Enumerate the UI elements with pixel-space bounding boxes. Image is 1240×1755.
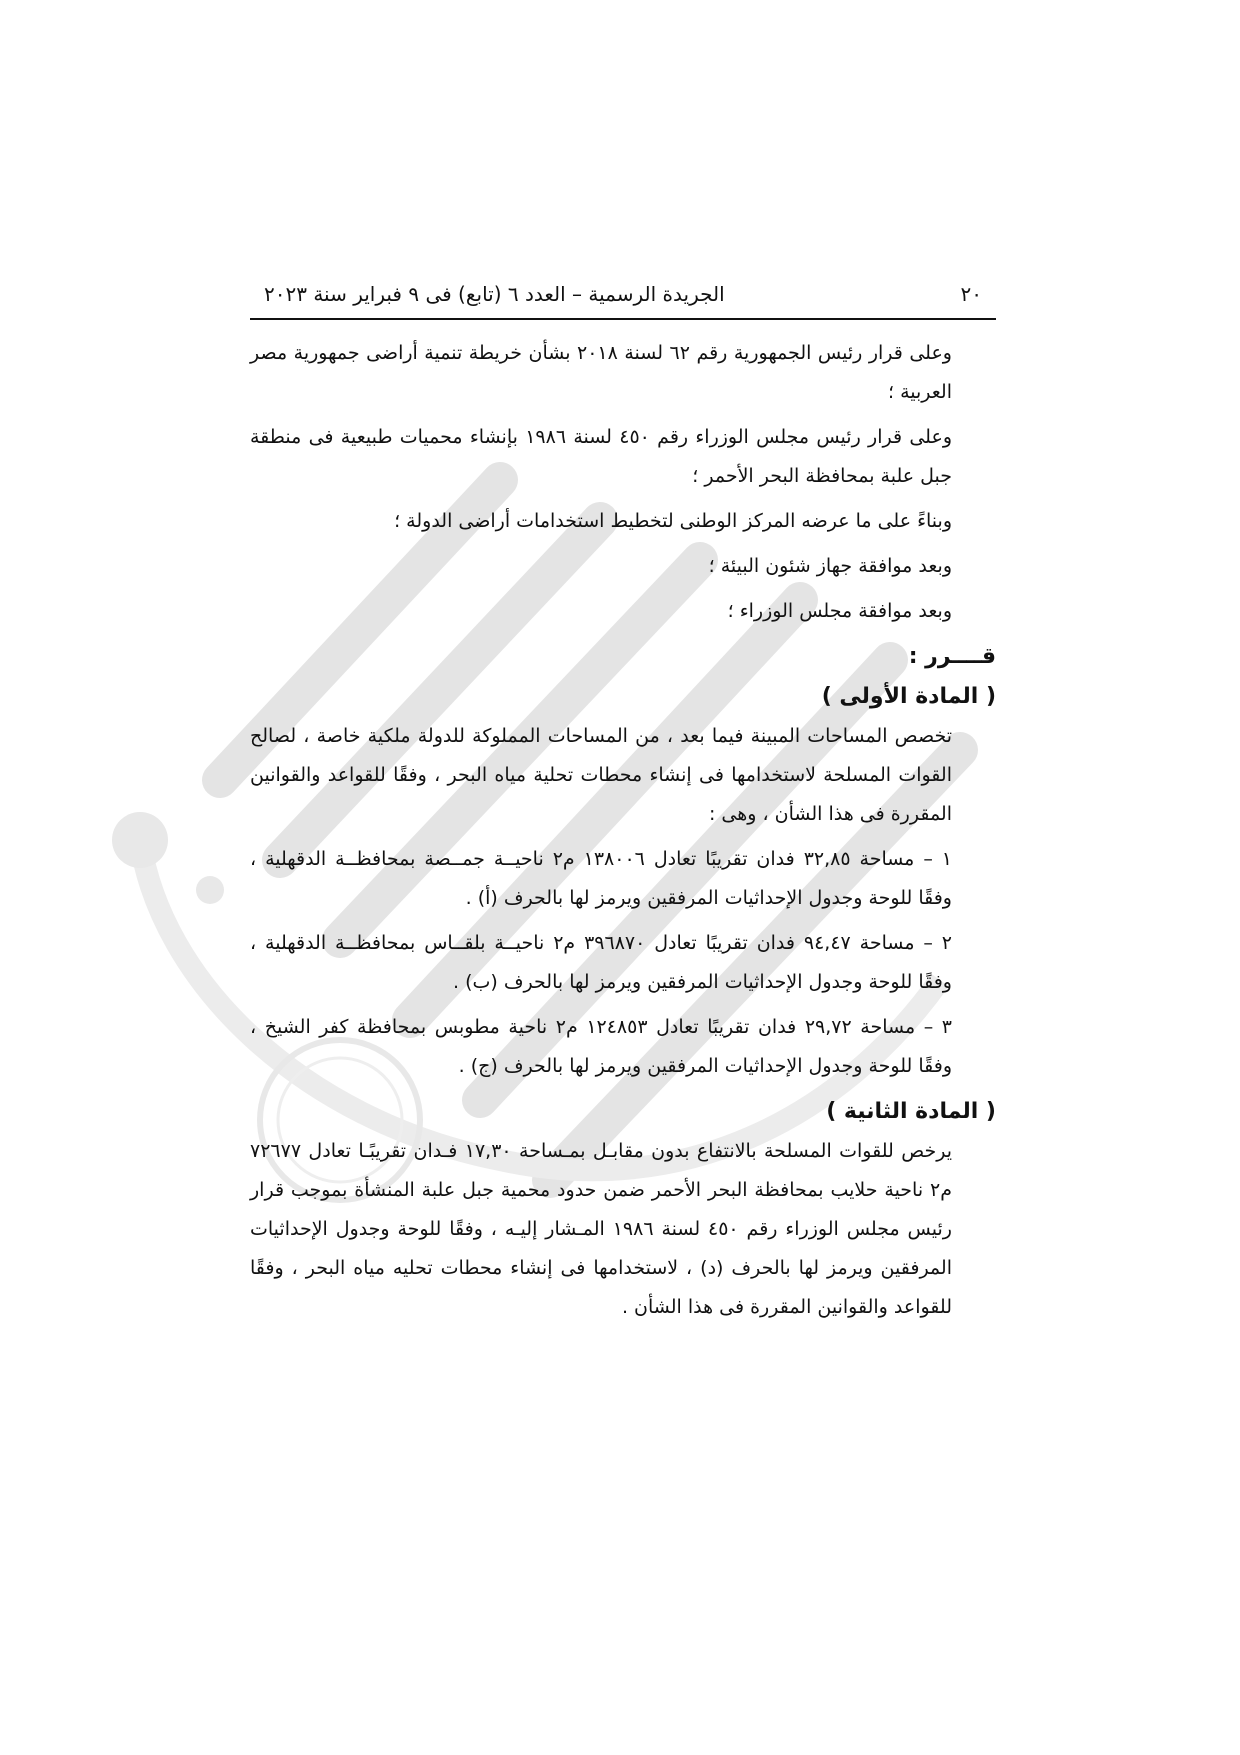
document-content <box>250 282 996 1333</box>
article-2-text: يرخص للقوات المسلحة بالانتفاع بدون مقابـل بمـساحة ١٧,٣٠ فـدان تقريبًـا تعادل ٧٢٦٧٧ م٢ ناحية حلايب بمحافظة البحر الأحمر ضمن حدود محمية جبل علبة المنشأة بموجب قرار رئيس مجلس الوزراء رقم ٤٥٠ لسنة ١٩٨٦ المـشار إليـه ، وفقًا للوحة وجدول الإحداثيات المرفقين ويرمز لها بالحرف (د) ، لاستخدامها فى إنشاء محطات تحليه مياه البحر ، وفقًا للقواعد والقوانين المقررة فى هذا الشأن . <box>250 1140 952 1318</box>
preamble-paragraph-4: وبعد موافقة جهاز شئون البيئة ؛ <box>708 555 952 577</box>
preamble-paragraph-1: وعلى قرار رئيس الجمهورية رقم ٦٢ لسنة ٢٠١٨ بشأن خريطة تنمية أراضى جمهورية مصر العربية ؛ <box>250 342 952 403</box>
article-1-intro: تخصص المساحات المبينة فيما بعد ، من المساحات المملوكة للدولة ملكية خاصة ، لصالح القوات المسلحة لاستخدامها فى إنشاء محطات تحلية مياه البحر ، وفقًا للقواعد والقوانين المقررة فى هذا الشأن ، وهى : <box>250 725 952 825</box>
article-1-item-3: ٣ – مساحة ٢٩,٧٢ فدان تقريبًا تعادل ١٢٤٨٥٣ م٢ ناحية مطوبس بمحافظة كفر الشيخ ، وفقًا للوحة وجدول الإحداثيات المرفقين ويرمز لها بالحرف (ج) . <box>250 1016 953 1077</box>
article-1-title: ( المادة الأولى ) <box>821 684 996 709</box>
decision-heading: قــــرر : <box>908 644 996 669</box>
article-1-item-1: ١ – مساحة ٣٢,٨٥ فدان تقريبًا تعادل ١٣٨٠٠٦ م٢ ناحيــة جمــصة بمحافظــة الدقهلية ، وفقًا للوحة وجدول الإحداثيات المرفقين ويرمز لها بالحرف (أ) . <box>250 848 952 909</box>
preamble-paragraph-3: وبناءً على ما عرضه المركز الوطنى لتخطيط استخدامات أراضى الدولة ؛ <box>394 510 952 532</box>
page-header <box>250 282 996 320</box>
article-2-title: ( المادة الثانية ) <box>826 1099 996 1124</box>
gazette-title: الجريدة الرسمية – العدد ٦ (تابع) فى ٩ فبراير سنة ٢٠٢٣ <box>264 282 725 306</box>
page-number: ٢٠ <box>960 282 982 306</box>
document-body <box>250 334 996 1327</box>
article-1-item-2: ٢ – مساحة ٩٤,٤٧ فدان تقريبًا تعادل ٣٩٦٨٧٠ م٢ ناحيــة بلقــاس بمحافظــة الدقهلية ، وفقًا للوحة وجدول الإحداثيات المرفقين ويرمز لها بالحرف (ب) . <box>250 932 952 993</box>
preamble-paragraph-2: وعلى قرار رئيس مجلس الوزراء رقم ٤٥٠ لسنة ١٩٨٦ بإنشاء محميات طبيعية فى منطقة جبل علبة بمحافظة البحر الأحمر ؛ <box>250 426 952 487</box>
preamble-paragraph-5: وبعد موافقة مجلس الوزراء ؛ <box>727 600 952 622</box>
